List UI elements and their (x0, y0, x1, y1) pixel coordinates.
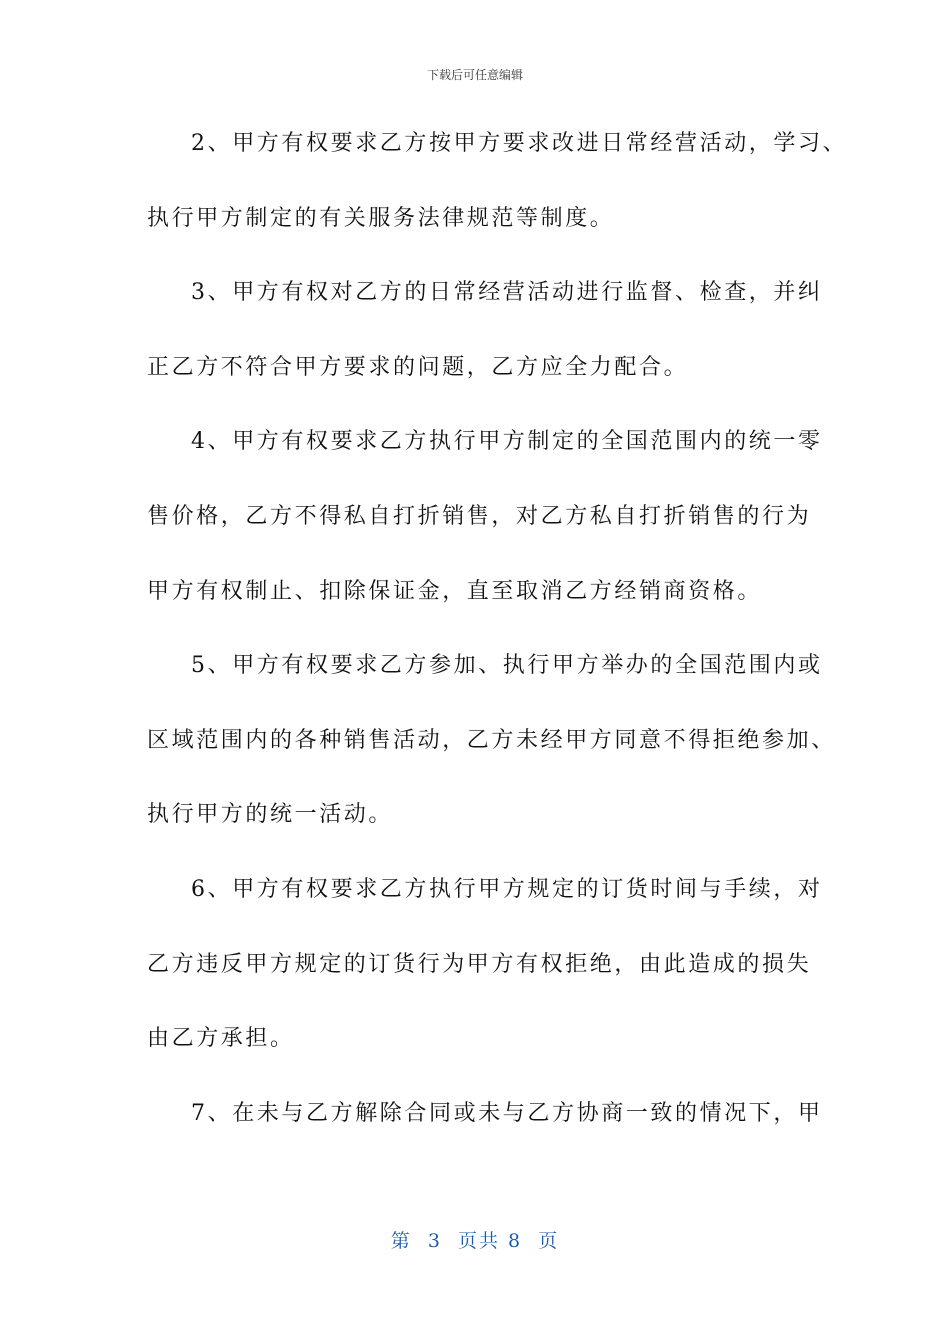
text-line: 执行甲方制定的有关服务法律规范等制度。 (147, 205, 615, 231)
text-line: 甲方有权制止、扣除保证金，直至取消乙方经销商资格。 (147, 578, 763, 604)
text-line: 乙方违反甲方规定的订货行为甲方有权拒绝，由此造成的损失 (147, 951, 812, 977)
text-line: 2、甲方有权要求乙方按甲方要求改进日常经营活动，学习、 (191, 131, 848, 156)
text-line: 7、在未与乙方解除合同或未与乙方协商一致的情况下，甲 (191, 1100, 823, 1126)
page-header: 下载后可任意编辑 (426, 68, 523, 82)
text-line: 区域范围内的各种销售活动，乙方未经甲方同意不得拒绝参加、 (147, 727, 836, 753)
text-line: 4、甲方有权要求乙方执行甲方制定的全国范围内的统一零 (191, 429, 823, 455)
text-line: 售价格，乙方不得私自打折销售，对乙方私自打折销售的行为 (147, 503, 812, 529)
text-line: 正乙方不符合甲方要求的问题，乙方应全力配合。 (147, 354, 689, 380)
page-footer (0, 1226, 950, 1253)
text-line: 3、甲方有权对乙方的日常经营活动进行监督、检查，并纠 (191, 280, 823, 306)
text-line: 6、甲方有权要求乙方执行甲方规定的订货时间与手续，对 (191, 876, 823, 902)
page-number: 第 3 页共 8 页 (390, 1230, 560, 1252)
text-line: 由乙方承担。 (147, 1026, 295, 1052)
document-body (147, 124, 848, 1168)
text-line: 5、甲方有权要求乙方参加、执行甲方举办的全国范围内或 (191, 653, 823, 679)
text-line: 执行甲方的统一活动。 (147, 802, 394, 828)
